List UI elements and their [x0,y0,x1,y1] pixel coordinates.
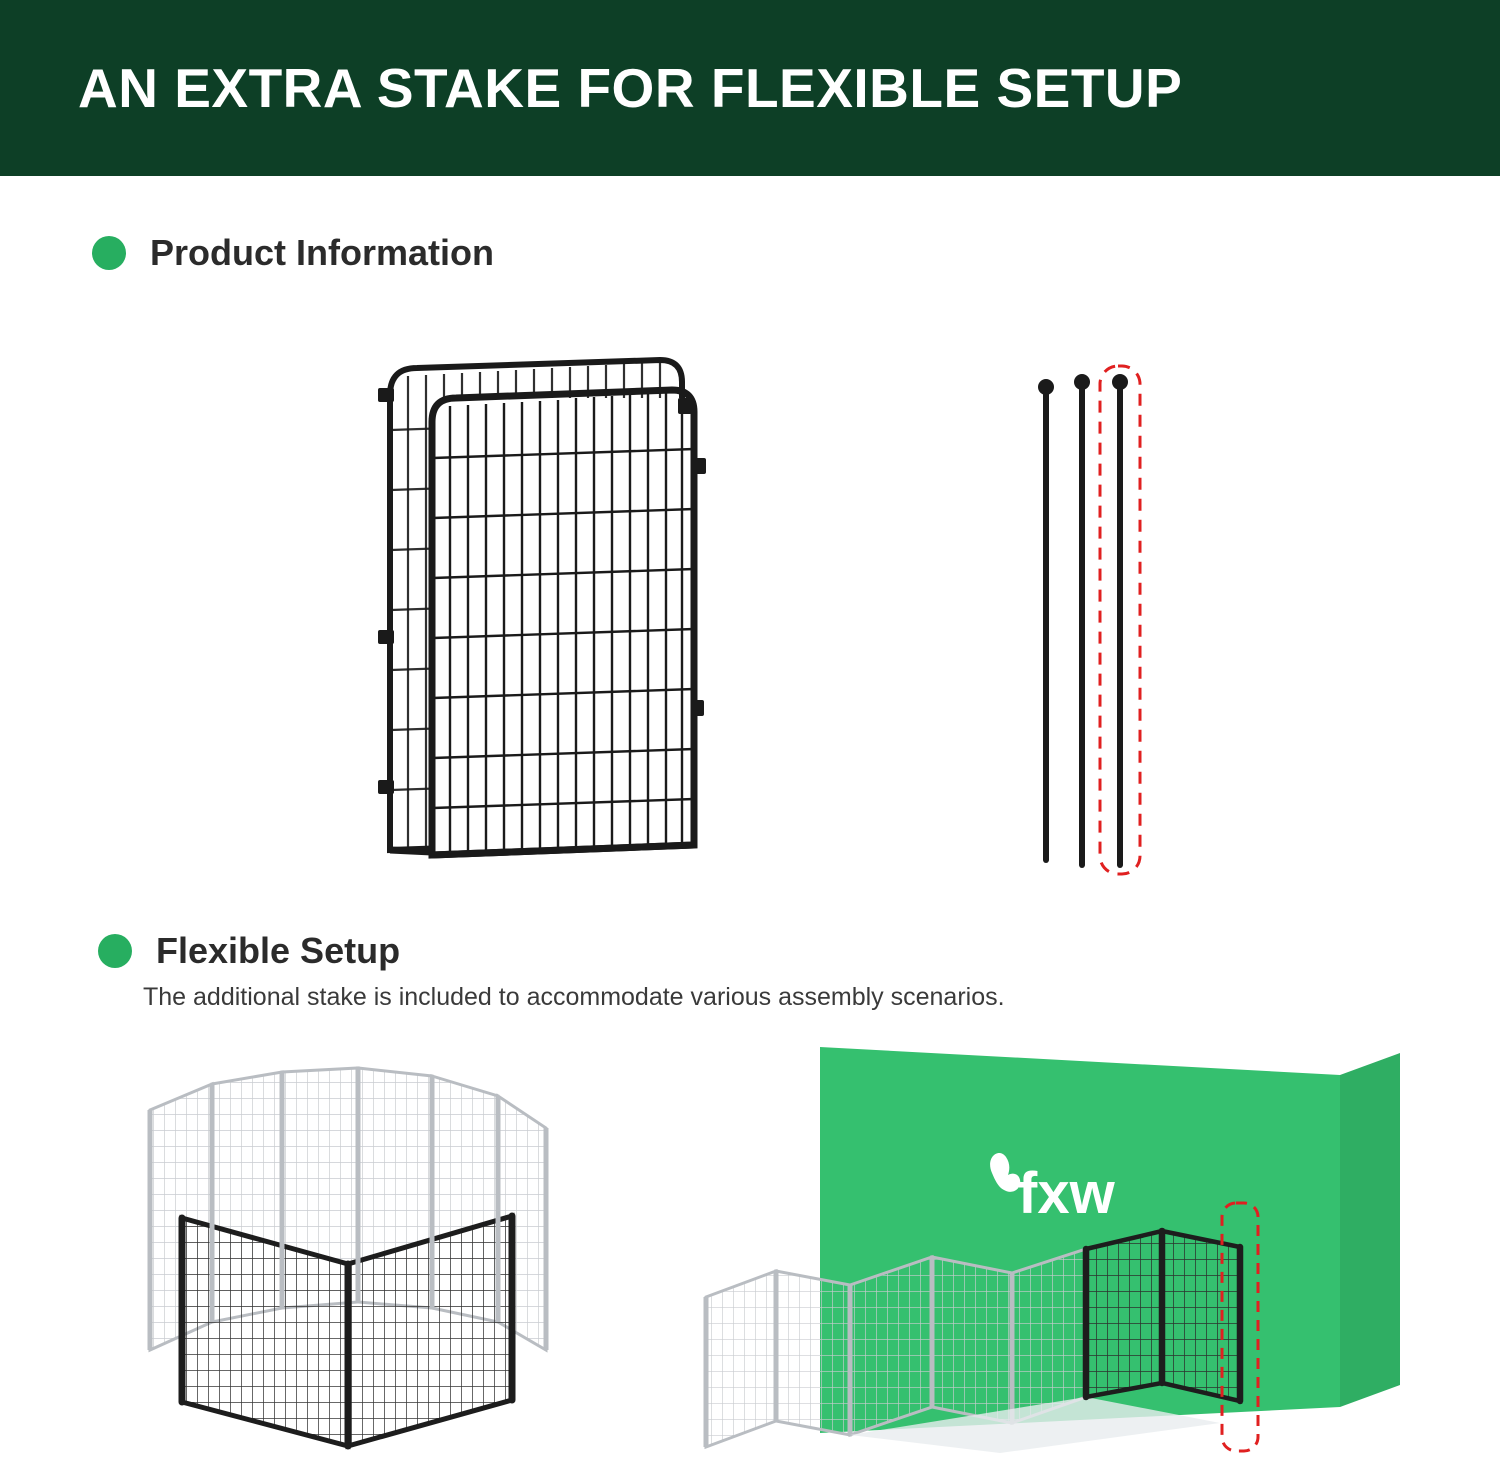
section-heading-label: Flexible Setup [156,930,401,971]
two-wire-panels-figure [360,340,760,870]
bullet-dot-icon [98,934,132,968]
svg-text:fxw: fxw [1018,1161,1115,1226]
section-heading-product-information [92,232,494,274]
pen-against-wall-figure [700,1035,1460,1465]
bullet-dot-icon [92,236,126,270]
stake-1 [1038,379,1054,860]
section-heading-flexible-setup [98,930,400,972]
page-title: AN EXTRA STAKE FOR FLEXIBLE SETUP [78,56,1183,119]
header-banner [0,0,1500,176]
flexible-setup-description: The additional stake is included to accommodate various assembly scenarios. [143,983,1005,1011]
octagonal-playpen-figure [120,1050,590,1450]
ground-stakes-figure [1020,360,1160,880]
stake-2 [1074,374,1090,865]
stake-3-highlighted [1100,366,1140,874]
section-heading-label: Product Information [150,232,494,273]
